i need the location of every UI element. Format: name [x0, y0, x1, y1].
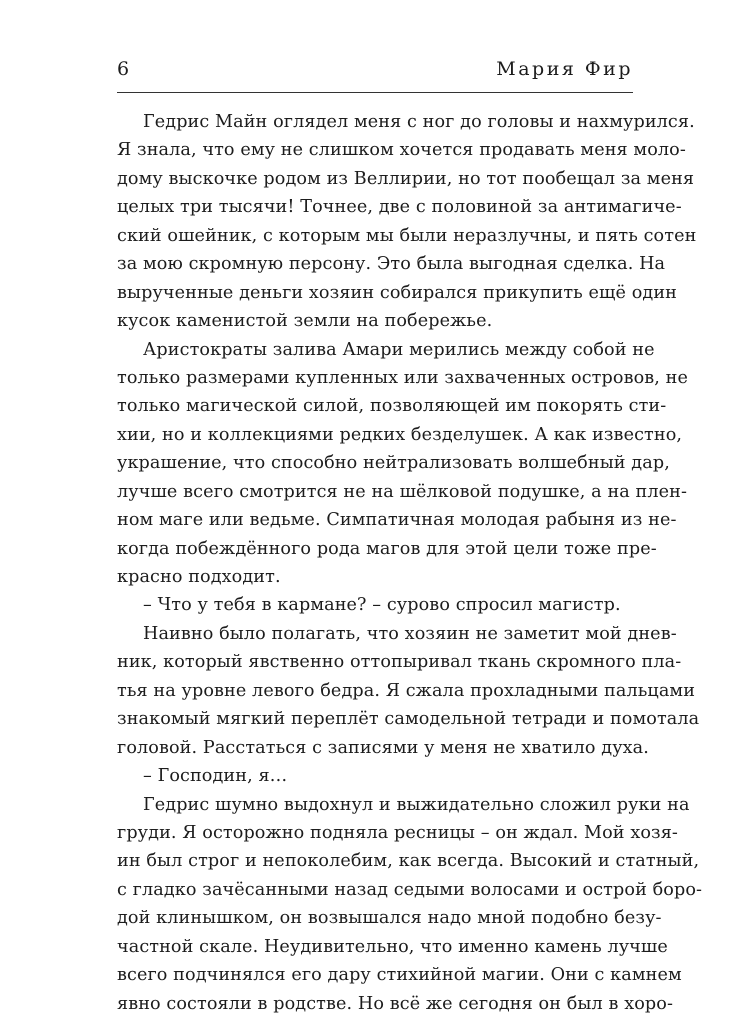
page-number: 6 [117, 58, 131, 80]
body-text [117, 108, 703, 1018]
text-line: ин был строг и непоколебим, как всегда. Высокий и статный, [117, 851, 700, 872]
text-line: тья на уровне левого бедра. Я сжала прохладными пальцами [117, 680, 696, 701]
text-line: явно состояли в родстве. Но всё же сегодня он был в хоро- [117, 993, 674, 1014]
text-line: Аристократы залива Амари мерились между собой не [143, 339, 655, 360]
running-header [117, 56, 633, 90]
text-line: лучше всего смотрится не на шёлковой подушке, а на плен- [117, 481, 688, 502]
text-line: ский ошейник, с которым мы были неразлучны, и пять сотен [117, 225, 697, 246]
text-line: хии, но и коллекциями редких безделушек. А как известно, [117, 424, 683, 445]
text-line: дой клинышком, он возвышался надо мной подобно безу- [117, 908, 662, 929]
text-line: за мою скромную персону. Это была выгодная сделка. На [117, 254, 666, 275]
text-line: вырученные деньги хозяин собирался прикупить ещё один [117, 282, 677, 303]
text-line: украшение, что способно нейтрализовать волшебный дар, [117, 453, 670, 474]
text-line: с гладко зачёсанными назад седыми волосами и острой боро- [117, 879, 703, 900]
text-line: целых три тысячи! Точнее, две с половиной за антимагиче- [117, 197, 682, 218]
text-line: головой. Расстаться с записями у меня не хватило духа. [117, 737, 649, 758]
text-line: дому выскочке родом из Веллирии, но тот пообещал за меня [117, 168, 695, 189]
text-line: Гедрис Майн оглядел меня с ног до головы и нахмурился. [143, 112, 695, 132]
text-line: знакомый мягкий переплёт самодельной тетради и помотала [117, 709, 700, 730]
text-line: только магической силой, позволяющей им покорять сти- [117, 396, 667, 417]
text-line: кусок каменистой земли на побережье. [117, 311, 493, 332]
text-line: Я знала, что ему не слишком хочется продавать меня моло- [117, 140, 686, 161]
text-line: когда побеждённого рода магов для этой цели тоже пре- [117, 538, 657, 559]
text-line: ном маге или ведьме. Симпатичная молодая рабыня из не- [117, 510, 677, 531]
text-line: ник, который явственно оттопыривал ткань скромного пла- [117, 652, 682, 673]
running-title-author: Мария Фир [496, 58, 633, 80]
text-line: – Господин, я… [143, 766, 288, 787]
text-line: Наивно было полагать, что хозяин не заметит мой днев- [143, 623, 677, 644]
text-line: Гедрис шумно выдохнул и выжидательно сложил руки на [143, 794, 690, 815]
text-line: всего подчинялся его дару стихийной магии. Они с камнем [117, 965, 682, 986]
text-line: красно подходит. [117, 567, 281, 587]
header-rule [117, 92, 633, 93]
text-line: – Что у тебя в кармане? – сурово спросил магистр. [143, 595, 621, 616]
text-line: только размерами купленных или захваченных островов, не [117, 367, 688, 388]
text-line: груди. Я осторожно подняла ресницы – он ждал. Мой хозя- [117, 822, 678, 843]
text-line: частной скале. Неудивительно, что именно камень лучше [117, 936, 668, 957]
